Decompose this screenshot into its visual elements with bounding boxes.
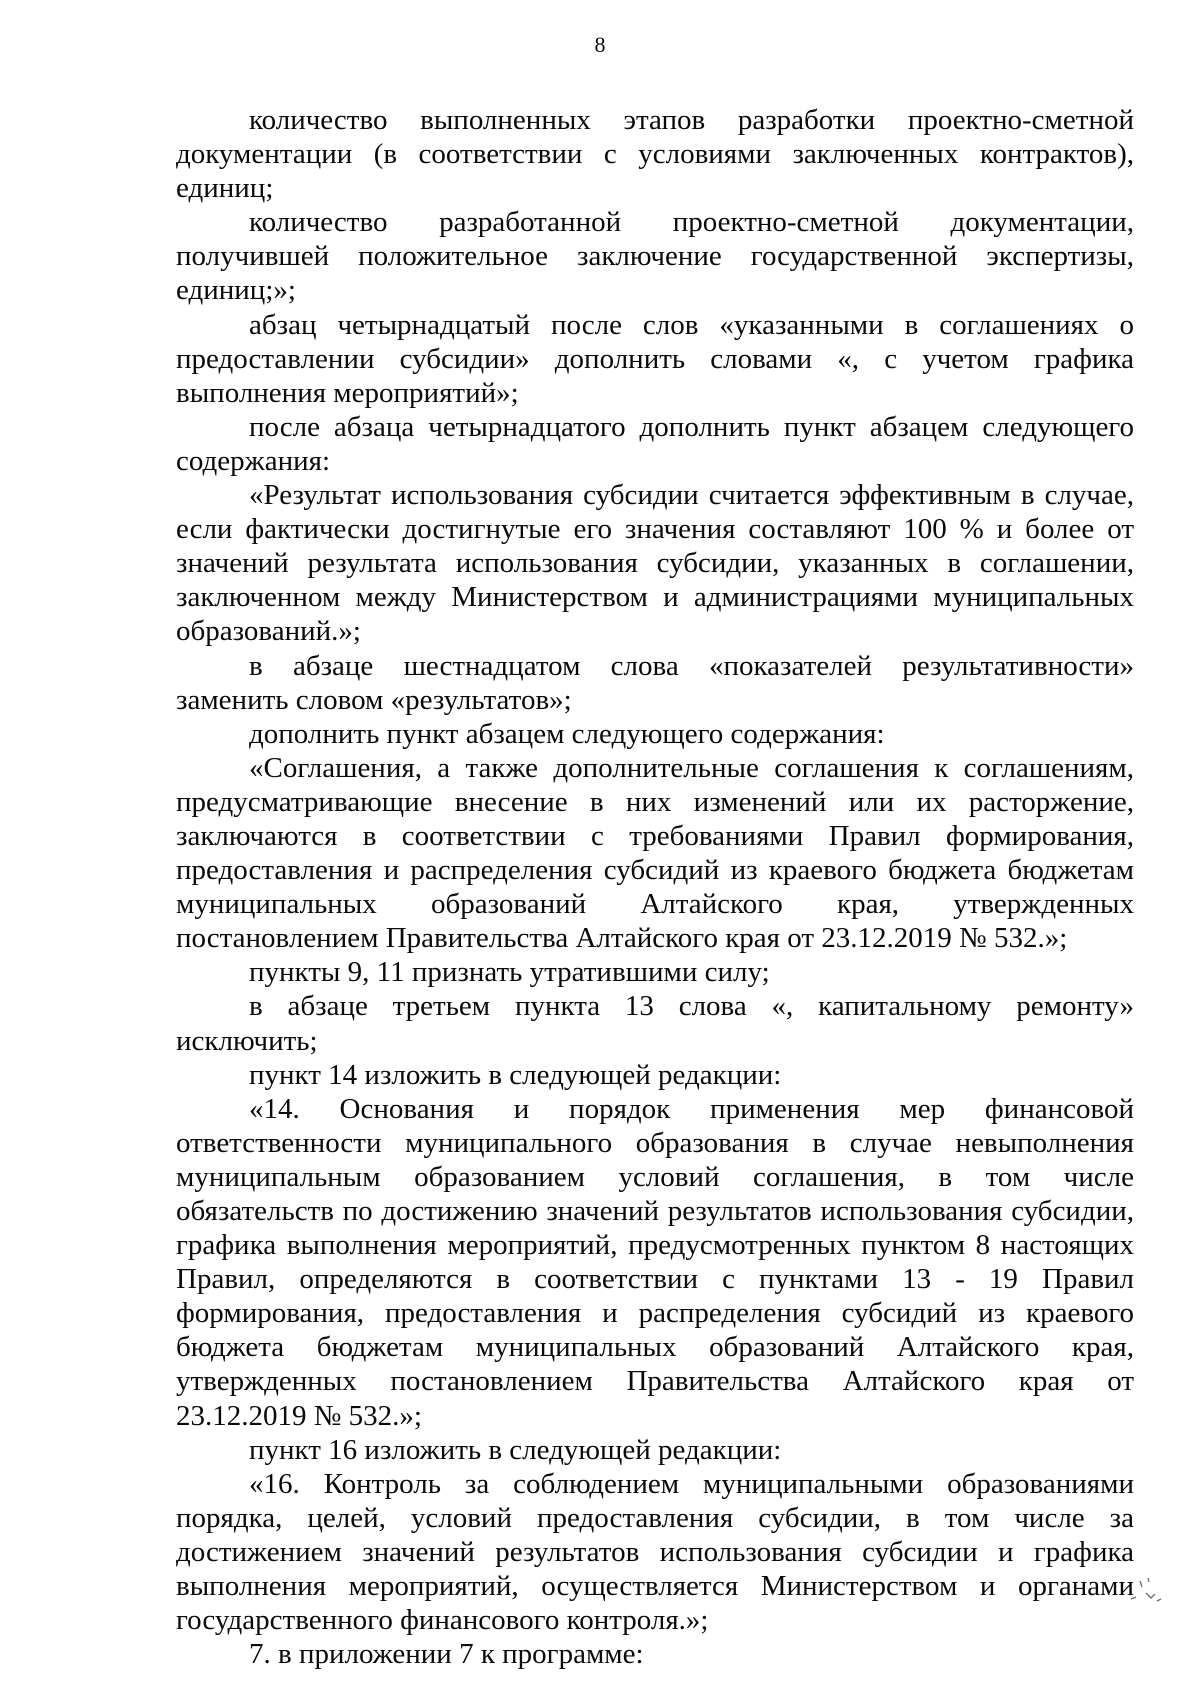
paragraph: пункт 14 изложить в следующей редакции:: [249, 1058, 782, 1091]
paragraph: пункты 9, 11 признать утратившими силу;: [249, 956, 770, 989]
document-body: [176, 103, 1134, 1671]
paragraph: абзац четырнадцатый после слов «указанными в соглашениях о предоставлении субсидии» дополнить словами «, с учетом графика выполнения мероприятий»;: [176, 308, 1134, 409]
paragraph: «16. Контроль за соблюдением муниципальными образованиями порядка, целей, условий предоставления субсидии, в том числе за достижением значений результатов использования субсидии и графика выполнения мероприятий, осуществляется Министерством и органами государственного финансового контроля.»;: [176, 1467, 1134, 1637]
paragraph: дополнить пункт абзацем следующего содержания:: [249, 717, 885, 750]
paragraph: после абзаца четырнадцатого дополнить пункт абзацем следующего содержания:: [176, 410, 1134, 477]
paragraph: «14. Основания и порядок применения мер финансовой ответственности муниципального образования в случае невыполнения муниципальным образованием условий соглашения, в том числе обязательств по достижению значений результатов использования субсидии, графика выполнения мероприятий, предусмотренных пунктом 8 настоящих Правил, определяются в соответствии с пунктами 13 - 19 Правил формирования, предоставления и распределения субсидий из краевого бюджета бюджетам муниципальных образований Алтайского края, утвержденных постановлением Правительства Алтайского края от 23.12.2019 № 532.»;: [176, 1092, 1134, 1432]
paragraph: «Соглашения, а также дополнительные соглашения к соглашениям, предусматривающие внесение в них изменений или их расторжение, заключаются в соответствии с требованиями Правил формирования, предоставления и распределения субсидий из краевого бюджета бюджетам муниципальных образований Алтайского края, утвержденных постановлением Правительства Алтайского края от 23.12.2019 № 532.»;: [176, 751, 1134, 955]
paragraph: количество разработанной проектно-сметной документации, получившей положительное заключение государственной экспертизы, единиц;»;: [176, 206, 1134, 307]
paragraph: в абзаце третьем пункта 13 слова «, капитальному ремонту» исключить;: [176, 990, 1134, 1057]
paragraph: количество выполненных этапов разработки проектно-сметной документации (в соответствии с условиями заключенных контрактов), единиц;: [176, 104, 1134, 205]
paragraph: 7. в приложении 7 к программе:: [249, 1638, 644, 1671]
scan-artifact: [1128, 1573, 1164, 1607]
paragraph: в абзаце шестнадцатом слова «показателей результативности» заменить словом «результатов»;: [176, 649, 1134, 716]
paragraph: «Результат использования субсидии считается эффективным в случае, если фактически достигнутые его значения составляют 100 % и более от значений результата использования субсидии, указанных в соглашении, заключенном между Министерством и администрациями муниципальных образований.»;: [176, 479, 1134, 648]
paragraph: пункт 16 изложить в следующей редакции:: [249, 1433, 782, 1466]
page-number: 8: [594, 32, 606, 57]
